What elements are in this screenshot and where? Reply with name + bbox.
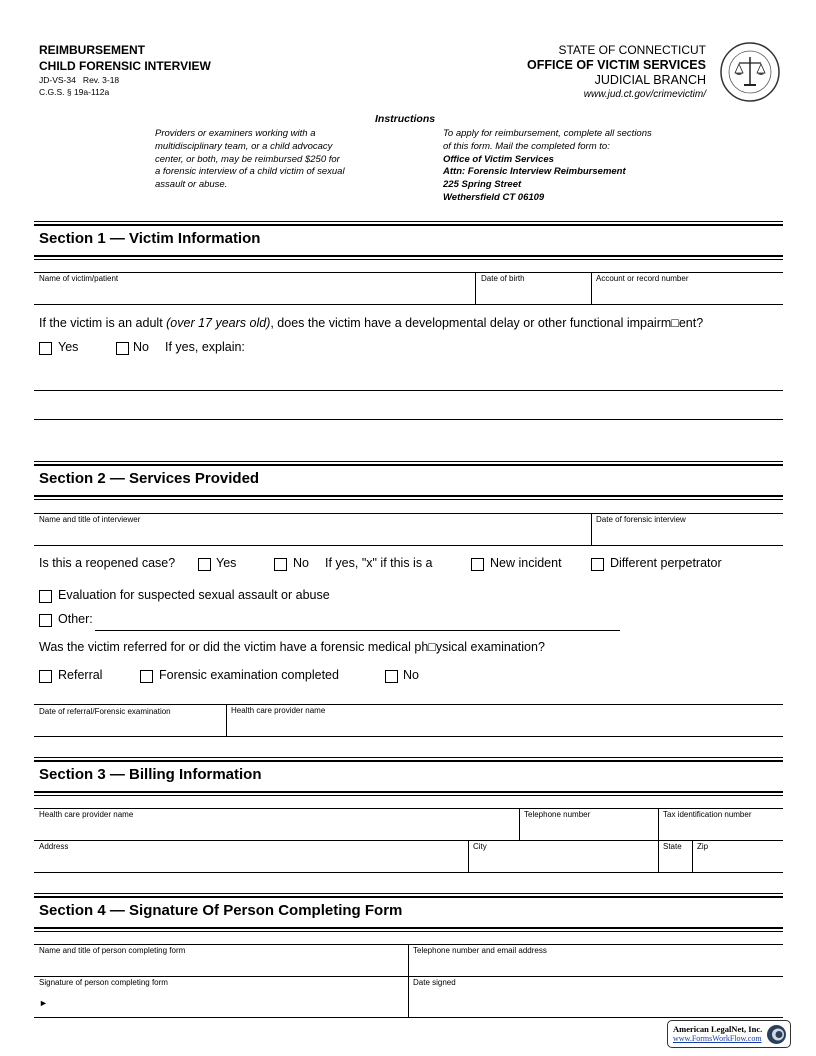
account-number-field[interactable]: Account or record number [596, 274, 689, 283]
form-number: JD-VS-34 Rev. 3-18 [39, 75, 120, 85]
completer-phone-email-field[interactable]: Telephone number and email address [413, 946, 547, 955]
form-title-line1: REIMBURSEMENT [39, 43, 146, 57]
section1-title: Section 1 — Victim Information [39, 230, 261, 247]
other-input-line[interactable] [95, 630, 620, 631]
instructions-right-line: To apply for reimbursement, complete all sections [443, 128, 652, 139]
legalnet-url[interactable]: www.FormsWorkFlow.com [673, 1034, 762, 1043]
instructions-left-line: Providers or examiners working with a [155, 128, 316, 139]
billing-provider-field[interactable]: Health care provider name [39, 810, 134, 819]
state-name: STATE OF CONNECTICUT [558, 43, 706, 57]
yes-label: Yes [216, 556, 237, 570]
divider [34, 499, 783, 500]
address-field[interactable]: Address [39, 842, 69, 851]
divider [475, 272, 476, 304]
mailing-address-line: Wethersfield CT 06109 [443, 191, 545, 203]
divider [34, 893, 783, 894]
question-text: , does the victim have a developmental delay or other functional impairm□ent? [270, 316, 704, 330]
interview-date-field[interactable]: Date of forensic interview [596, 515, 686, 524]
yes-label: Yes [58, 340, 79, 354]
divider [34, 704, 783, 705]
exam-completed-label: Forensic examination completed [159, 668, 339, 682]
billing-phone-field[interactable]: Telephone number [524, 810, 591, 819]
adult-impairment-question [39, 316, 703, 330]
instructions-right-line: of this form. Mail the completed form to: [443, 140, 610, 152]
divider [34, 931, 783, 932]
no-label: No [133, 340, 149, 354]
new-incident-checkbox[interactable] [471, 558, 484, 571]
referral-question: Was the victim referred for or did the victim have a forensic medical ph□ysical examination? [39, 640, 545, 654]
instructions-right [443, 128, 652, 205]
dob-field[interactable]: Date of birth [481, 274, 525, 283]
divider [34, 795, 783, 796]
completer-name-field[interactable]: Name and title of person completing form [39, 946, 186, 955]
question-text-italic: (over 17 years old) [166, 316, 271, 330]
instructions-left-line: assault or abuse. [155, 179, 228, 191]
referral-label: Referral [58, 668, 103, 682]
explain-line[interactable] [34, 390, 783, 391]
referral-date-field[interactable]: Date of referral/Forensic examination [39, 707, 171, 716]
divider [591, 513, 592, 545]
divider [34, 224, 783, 226]
section2-title: Section 2 — Services Provided [39, 470, 260, 487]
reopened-yes-checkbox[interactable] [198, 558, 211, 571]
section3-title: Section 3 — Billing Information [39, 766, 262, 783]
section4-title: Section 4 — Signature Of Person Completing Form [39, 902, 403, 919]
judicial-seal-icon [719, 41, 781, 103]
divider [34, 760, 783, 762]
divider [34, 461, 783, 462]
if-yes-label: If yes, "x" if this is a [325, 556, 433, 570]
divider [226, 704, 227, 736]
mailing-address-line: Attn: Forensic Interview Reimbursement [443, 166, 626, 178]
explain-label: If yes, explain: [165, 340, 245, 354]
interviewer-field[interactable]: Name and title of interviewer [39, 515, 141, 524]
office-name: OFFICE OF VICTIM SERVICES [527, 58, 706, 72]
explain-line[interactable] [34, 419, 783, 420]
exam-completed-checkbox[interactable] [140, 670, 153, 683]
divider [34, 896, 783, 898]
reopened-no-checkbox[interactable] [274, 558, 287, 571]
state-field[interactable]: State [663, 842, 682, 851]
zip-field[interactable]: Zip [697, 842, 709, 851]
instructions-left [155, 128, 345, 192]
instructions-left-line: multidisciplinary team, or a child advocacy [155, 140, 333, 152]
divider [34, 927, 783, 929]
instructions-heading: Instructions [375, 113, 436, 125]
statute: C.G.S. § 19a-112a [39, 87, 110, 97]
website-link[interactable]: www.jud.ct.gov/crimevictim/ [583, 89, 706, 100]
divider [34, 757, 783, 758]
different-perpetrator-checkbox[interactable] [591, 558, 604, 571]
divider [34, 545, 783, 546]
victim-name-field[interactable]: Name of victim/patient [39, 274, 119, 283]
divider [519, 808, 520, 840]
divider [34, 495, 783, 497]
divider [34, 736, 783, 737]
divider [34, 464, 783, 466]
evaluation-label: Evaluation for suspected sexual assault or abuse [58, 588, 330, 602]
legalnet-company: American LegalNet, Inc. [673, 1024, 763, 1034]
signature-arrow-icon: ► [39, 998, 48, 1008]
referral-checkbox[interactable] [39, 670, 52, 683]
divider [692, 840, 693, 872]
divider [658, 808, 659, 872]
different-perpetrator-label: Different perpetrator [610, 556, 722, 570]
divider [34, 272, 783, 273]
divider [34, 304, 783, 305]
divider [34, 259, 783, 260]
evaluation-checkbox[interactable] [39, 590, 52, 603]
impairment-no-checkbox[interactable] [116, 342, 129, 355]
other-label: Other: [58, 612, 93, 626]
date-signed-field[interactable]: Date signed [413, 978, 456, 987]
exam-provider-field[interactable]: Health care provider name [231, 706, 326, 715]
mailing-address-line: 225 Spring Street [443, 179, 522, 191]
divider [34, 808, 783, 809]
signature-field[interactable]: Signature of person completing form [39, 978, 168, 987]
instructions-left-line: a forensic interview of a child victim of sexual [155, 166, 345, 178]
divider [34, 791, 783, 793]
city-field[interactable]: City [473, 842, 487, 851]
divider [34, 513, 783, 514]
legalnet-badge[interactable] [667, 1020, 791, 1048]
divider [408, 944, 409, 1017]
mailing-address-line: Office of Victim Services [443, 153, 554, 165]
divider [34, 872, 783, 873]
tax-id-field[interactable]: Tax identification number [663, 810, 752, 819]
exam-no-checkbox[interactable] [385, 670, 398, 683]
divider [468, 840, 469, 872]
divider [34, 255, 783, 257]
question-text: If the victim is an adult [39, 316, 167, 330]
instructions-left-line: center, or both, may be reimbursed $250 for [155, 153, 340, 165]
no-label: No [403, 668, 419, 682]
branch-name: JUDICIAL BRANCH [594, 73, 706, 87]
divider [591, 272, 592, 304]
divider [34, 1017, 783, 1018]
divider [34, 221, 783, 222]
impairment-yes-checkbox[interactable] [39, 342, 52, 355]
divider [34, 840, 783, 841]
new-incident-label: New incident [490, 556, 562, 570]
form-title-line2: CHILD FORENSIC INTERVIEW [39, 59, 211, 73]
no-label: No [293, 556, 309, 570]
legalnet-logo-icon [766, 1024, 787, 1045]
other-checkbox[interactable] [39, 614, 52, 627]
reopened-question: Is this a reopened case? [39, 556, 176, 570]
